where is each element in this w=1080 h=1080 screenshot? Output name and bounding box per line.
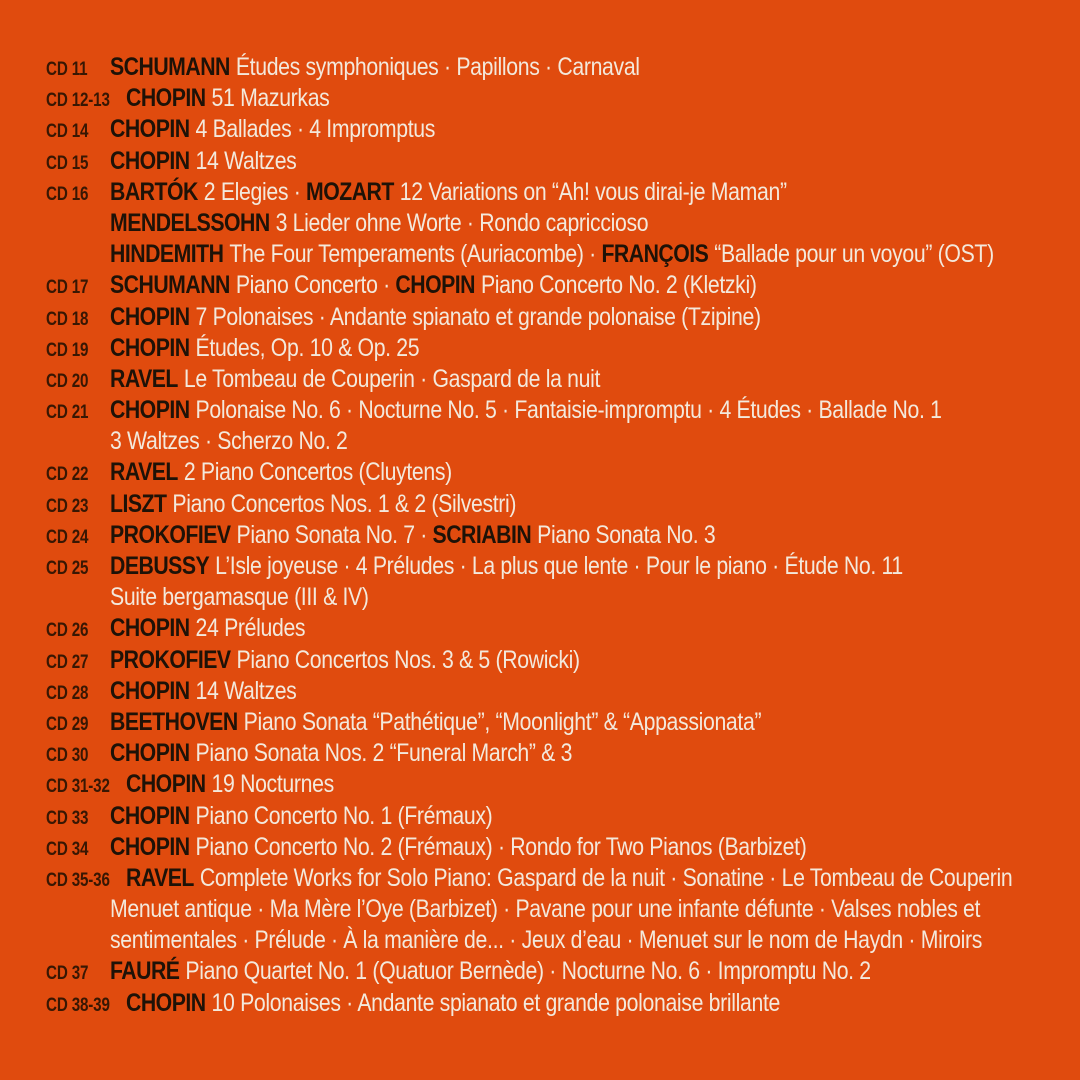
composer-name: CHOPIN xyxy=(110,333,190,362)
cd-line-cell xyxy=(110,956,1080,990)
cd-number-cell xyxy=(46,803,110,835)
work-title: 2 Elegies · xyxy=(203,177,307,206)
cd-number-cell xyxy=(46,615,110,647)
composer-name: MENDELSSOHN xyxy=(110,208,270,237)
cd-number: CD 33 xyxy=(46,807,89,829)
work-title: 51 Mazurkas xyxy=(211,84,330,113)
cd-line-cell xyxy=(110,832,1080,866)
cd-line-content xyxy=(110,956,871,987)
cd-number: CD 35-36 xyxy=(46,869,110,891)
cd-line-content xyxy=(110,489,516,520)
composer-name: CHOPIN xyxy=(110,676,190,705)
composer-name: CHOPIN xyxy=(110,614,190,643)
composer-name: SCRIABIN xyxy=(432,520,532,549)
composer-name: CHOPIN xyxy=(110,115,190,144)
cd-line-cell xyxy=(110,676,1080,710)
cd-line-content xyxy=(110,364,600,395)
cd-number-cell xyxy=(46,429,110,460)
composer-name: FAURÉ xyxy=(110,957,180,986)
work-title: Suite bergamasque (III & IV) xyxy=(110,583,369,612)
cd-number: CD 24 xyxy=(46,526,89,548)
cd-line-content xyxy=(110,738,572,769)
cd-number-cell xyxy=(46,834,110,866)
work-title: Piano Concerto No. 2 (Kletzki) xyxy=(480,271,757,300)
cd-line-cell xyxy=(126,769,1080,803)
cd-line-content xyxy=(110,457,452,488)
cd-row xyxy=(46,239,1080,270)
work-title: 3 Waltzes · Scherzo No. 2 xyxy=(110,427,348,456)
work-title: Piano Sonata No. 7 · xyxy=(236,520,433,549)
work-title: Piano Sonata No. 3 xyxy=(537,520,716,549)
cd-line-cell xyxy=(110,333,1080,367)
cd-line-cell xyxy=(110,582,1080,616)
composer-name: BARTÓK xyxy=(110,177,198,206)
cd-row xyxy=(46,956,1080,987)
cd-line-cell xyxy=(110,520,1080,554)
work-title: 2 Piano Concertos (Cluytens) xyxy=(183,458,452,487)
cd-line-cell xyxy=(110,489,1080,523)
cd-row xyxy=(46,146,1080,177)
cd-line-cell xyxy=(110,925,1080,959)
composer-name: PROKOFIEV xyxy=(110,645,231,674)
cd-line-cell xyxy=(126,83,1080,117)
cd-number: CD 30 xyxy=(46,745,89,767)
cd-number-cell xyxy=(46,242,110,273)
cd-row xyxy=(46,925,1080,956)
composer-name: CHOPIN xyxy=(110,146,190,175)
cd-line-content xyxy=(110,333,419,364)
cd-line-cell xyxy=(126,988,1080,1022)
cd-line-content xyxy=(110,645,580,676)
cd-row xyxy=(46,52,1080,83)
work-title: Piano Concerto No. 2 (Frémaux) · Rondo for Two Pianos (Barbizet) xyxy=(195,832,807,861)
work-title: Menuet antique · Ma Mère l’Oye (Barbizet) · Pavane pour une infante défunte · Valses nobles et xyxy=(110,895,981,924)
cd-row xyxy=(46,177,1080,208)
cd-number-cell xyxy=(46,148,110,180)
cd-line-content xyxy=(110,239,994,270)
cd-number: CD 34 xyxy=(46,838,89,860)
cd-row xyxy=(46,83,1080,114)
cd-number-cell xyxy=(46,491,110,523)
composer-name: FRANÇOIS xyxy=(601,240,709,269)
work-title: 3 Lieder ohne Worte · Rondo capriccioso xyxy=(275,208,649,237)
work-title: Complete Works for Solo Piano: Gaspard de la nuit · Sonatine · Le Tombeau de Couperin xyxy=(199,863,1013,892)
work-title: 24 Préludes xyxy=(195,614,306,643)
cd-number-cell xyxy=(46,397,110,429)
cd-number-cell xyxy=(46,771,126,803)
cd-row xyxy=(46,863,1080,894)
cd-number: CD 16 xyxy=(46,183,89,205)
composer-name: RAVEL xyxy=(125,863,194,892)
cd-line-content xyxy=(110,707,761,738)
cd-number-cell xyxy=(46,179,110,211)
cd-line-cell xyxy=(110,426,1080,460)
work-title: Le Tombeau de Couperin · Gaspard de la nuit xyxy=(183,364,601,393)
cd-line-cell xyxy=(110,114,1080,148)
cd-row xyxy=(46,302,1080,333)
cd-line-cell xyxy=(110,894,1080,928)
work-title: L’Isle joyeuse · 4 Préludes · La plus que lente · Pour le piano · Étude No. 11 xyxy=(215,552,903,580)
cd-number-cell xyxy=(46,865,126,897)
work-title: Piano Concertos Nos. 1 & 2 (Silvestri) xyxy=(172,489,517,518)
composer-name: CHOPIN xyxy=(125,84,206,113)
cd-line-content xyxy=(110,208,648,239)
composer-name: MOZART xyxy=(306,177,394,206)
cd-row xyxy=(46,707,1080,738)
work-title: 4 Ballades · 4 Impromptus xyxy=(195,115,436,144)
cd-line-content xyxy=(110,832,806,863)
cd-number-cell xyxy=(46,522,110,554)
cd-line-cell xyxy=(110,395,1080,429)
cd-row xyxy=(46,582,1080,613)
cd-number: CD 15 xyxy=(46,152,89,174)
cd-number-cell xyxy=(46,211,110,242)
cd-line-content xyxy=(110,52,640,83)
cd-row xyxy=(46,270,1080,301)
work-title: Piano Sonata Nos. 2 “Funeral March” & 3 xyxy=(195,739,573,768)
work-title: 10 Polonaises · Andante spianato et grande polonaise brillante xyxy=(211,988,780,1017)
cd-row xyxy=(46,333,1080,364)
composer-name: CHOPIN xyxy=(110,302,190,331)
cd-line-cell xyxy=(110,208,1080,242)
cd-number: CD 14 xyxy=(46,121,89,143)
composer-name: SCHUMANN xyxy=(110,271,230,300)
cd-row xyxy=(46,832,1080,863)
composer-name: BEETHOVEN xyxy=(110,707,238,736)
cd-row xyxy=(46,395,1080,426)
cd-number-cell xyxy=(46,897,110,928)
cd-number: CD 26 xyxy=(46,620,89,642)
work-title: Piano Concertos Nos. 3 & 5 (Rowicki) xyxy=(236,645,580,674)
work-title: Polonaise No. 6 · Nocturne No. 5 · Fantaisie-impromptu · 4 Études · Ballade No. 1 xyxy=(195,396,942,425)
cd-number-cell xyxy=(46,304,110,336)
composer-name: HINDEMITH xyxy=(110,240,224,269)
composer-name: SCHUMANN xyxy=(110,53,230,81)
work-title: Piano Quartet No. 1 (Quatuor Bernède) · Nocturne No. 6 · Impromptu No. 2 xyxy=(185,957,871,986)
track-list xyxy=(46,52,1080,1019)
cd-number-cell xyxy=(46,366,110,398)
cd-line-content xyxy=(126,83,329,114)
cd-line-cell xyxy=(110,52,1080,86)
cd-row xyxy=(46,489,1080,520)
cd-row xyxy=(46,613,1080,644)
cd-number: CD 38-39 xyxy=(46,994,110,1016)
cd-line-cell xyxy=(110,551,1080,585)
cd-line-content xyxy=(110,177,787,208)
cd-row xyxy=(46,208,1080,239)
cd-number-cell xyxy=(46,740,110,772)
cd-line-cell xyxy=(110,177,1080,211)
composer-name: RAVEL xyxy=(110,458,178,487)
work-title: Études symphoniques · Papillons · Carnaval xyxy=(235,53,640,81)
composer-name: CHOPIN xyxy=(110,801,190,830)
composer-name: CHOPIN xyxy=(125,770,206,799)
cd-line-content xyxy=(110,676,296,707)
work-title: 7 Polonaises · Andante spianato et grande polonaise (Tzipine) xyxy=(195,302,761,331)
cd-number-cell xyxy=(46,335,110,367)
cd-line-content xyxy=(110,146,296,177)
cd-row xyxy=(46,645,1080,676)
composer-name: CHOPIN xyxy=(110,396,190,425)
composer-name: CHOPIN xyxy=(110,739,190,768)
cd-row xyxy=(46,801,1080,832)
cd-line-content xyxy=(110,894,980,925)
cd-line-content xyxy=(110,270,757,301)
cd-number: CD 31-32 xyxy=(46,776,110,798)
cd-line-cell xyxy=(110,645,1080,679)
composer-name: PROKOFIEV xyxy=(110,520,231,549)
work-title: Piano Concerto No. 1 (Frémaux) xyxy=(195,801,493,830)
work-title: Piano Concerto · xyxy=(235,271,396,300)
cd-number-cell xyxy=(46,116,110,148)
cd-number-cell xyxy=(46,272,110,304)
cd-number-cell xyxy=(46,54,110,86)
cd-number: CD 23 xyxy=(46,495,89,517)
cd-number: CD 20 xyxy=(46,370,89,392)
cd-number-cell xyxy=(46,585,110,616)
composer-name: LISZT xyxy=(110,489,167,518)
cd-number: CD 29 xyxy=(46,713,89,735)
work-title: 19 Nocturnes xyxy=(211,770,334,799)
cd-row xyxy=(46,426,1080,457)
cd-line-cell xyxy=(110,707,1080,741)
cd-line-content xyxy=(126,988,780,1019)
cd-line-content xyxy=(126,769,334,800)
cd-row xyxy=(46,114,1080,145)
cd-row xyxy=(46,457,1080,488)
cd-line-cell xyxy=(110,146,1080,180)
cd-line-content xyxy=(126,863,1012,894)
cd-number-cell xyxy=(46,553,110,585)
cd-line-content xyxy=(110,302,761,333)
cd-row xyxy=(46,738,1080,769)
cd-line-content xyxy=(110,613,305,644)
cd-line-content xyxy=(110,801,492,832)
cd-number: CD 27 xyxy=(46,651,89,673)
work-title: Études, Op. 10 & Op. 25 xyxy=(195,333,420,362)
cd-row xyxy=(46,769,1080,800)
work-title: 12 Variations on “Ah! vous dirai-je Maman” xyxy=(399,177,787,206)
work-title: 14 Waltzes xyxy=(195,676,297,705)
cd-number: CD 28 xyxy=(46,682,89,704)
work-title: “Ballade pour un voyou” (OST) xyxy=(714,240,994,269)
cd-line-content xyxy=(110,114,435,145)
cd-line-cell xyxy=(126,863,1080,897)
cd-line-cell xyxy=(110,270,1080,304)
cd-line-cell xyxy=(110,239,1080,273)
cd-number-cell xyxy=(46,928,110,959)
cd-line-cell xyxy=(110,457,1080,491)
cd-number-cell xyxy=(46,709,110,741)
cd-number-cell xyxy=(46,678,110,710)
cd-line-cell xyxy=(110,613,1080,647)
cd-line-cell xyxy=(110,364,1080,398)
composer-name: RAVEL xyxy=(110,364,178,393)
cd-number-cell xyxy=(46,647,110,679)
cd-number: CD 25 xyxy=(46,558,89,579)
cd-number-cell xyxy=(46,990,126,1022)
cd-line-content xyxy=(110,582,369,613)
cd-row xyxy=(46,988,1080,1019)
cd-number: CD 21 xyxy=(46,402,89,424)
cd-line-content xyxy=(110,925,982,956)
cd-row xyxy=(46,551,1080,582)
work-title: The Four Temperaments (Auriacombe) · xyxy=(229,240,602,269)
cd-line-content xyxy=(110,395,942,426)
cd-line-cell xyxy=(110,801,1080,835)
cd-number: CD 12-13 xyxy=(46,90,110,112)
cd-line-content xyxy=(110,520,715,551)
work-title: 14 Waltzes xyxy=(195,146,297,175)
cd-line-content xyxy=(110,551,903,582)
cd-number: CD 18 xyxy=(46,308,89,330)
cd-number: CD 19 xyxy=(46,339,89,361)
cd-row xyxy=(46,676,1080,707)
cd-number-cell xyxy=(46,958,110,990)
composer-name: CHOPIN xyxy=(125,988,206,1017)
cd-row xyxy=(46,894,1080,925)
cd-row xyxy=(46,364,1080,395)
cd-number: CD 11 xyxy=(46,59,88,80)
cd-number: CD 22 xyxy=(46,464,89,486)
cd-row xyxy=(46,520,1080,551)
cd-line-cell xyxy=(110,738,1080,772)
cd-line-content xyxy=(110,426,348,457)
cd-number-cell xyxy=(46,459,110,491)
work-title: Piano Sonata “Pathétique”, “Moonlight” & “Appassionata” xyxy=(243,707,762,736)
cd-number: CD 17 xyxy=(46,277,89,299)
work-title: sentimentales · Prélude · À la manière de... · Jeux d’eau · Menuet sur le nom de Haydn · Miroirs xyxy=(110,926,983,955)
composer-name: CHOPIN xyxy=(395,271,476,300)
cd-number-cell xyxy=(46,85,126,117)
composer-name: CHOPIN xyxy=(110,832,190,861)
composer-name: DEBUSSY xyxy=(110,552,210,580)
cd-line-cell xyxy=(110,302,1080,336)
cd-number: CD 37 xyxy=(46,963,89,985)
